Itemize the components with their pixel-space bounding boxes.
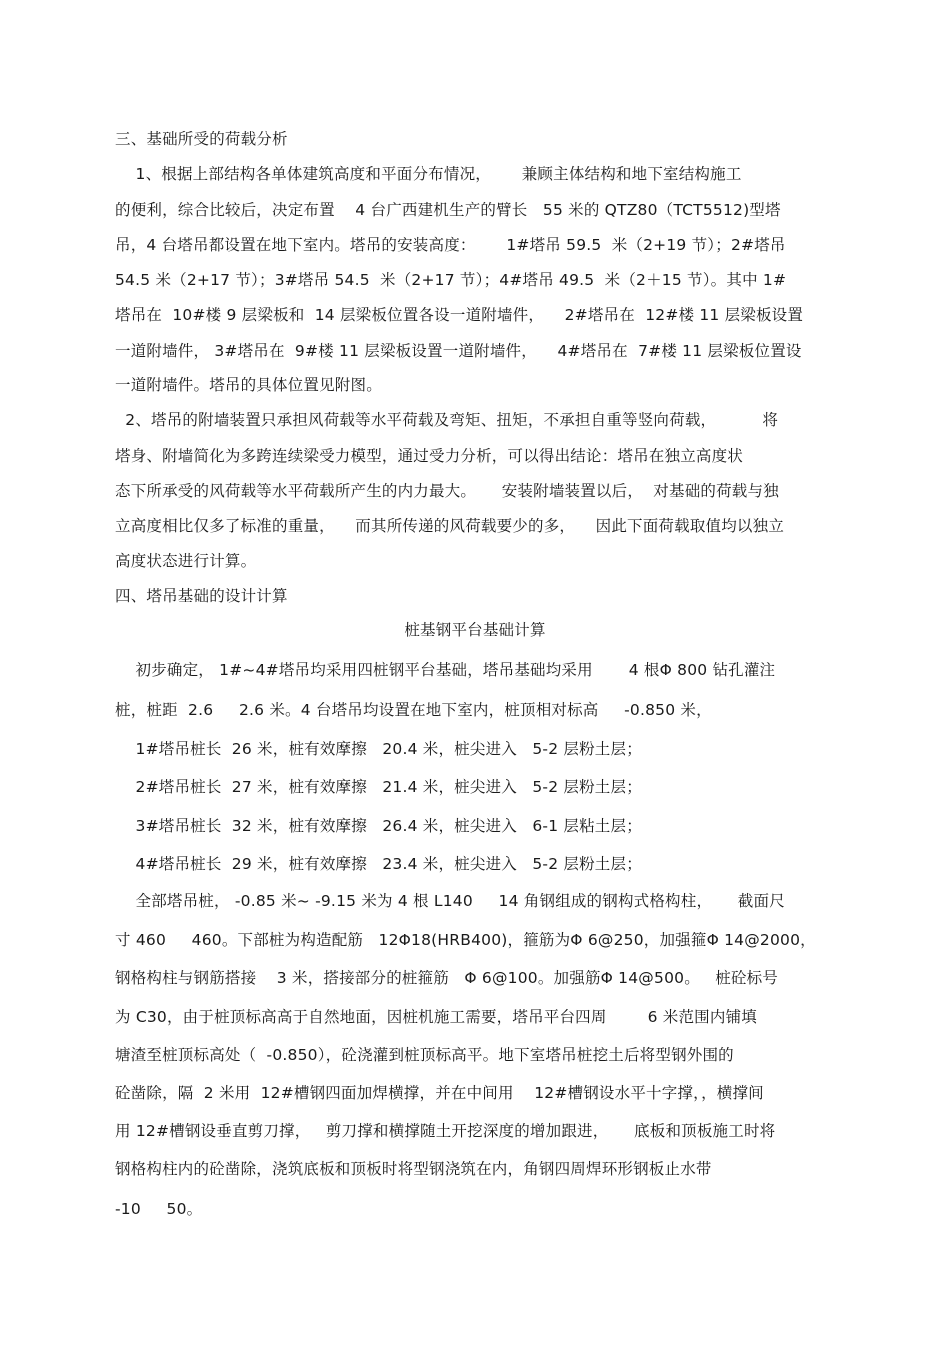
paragraph-line: 高度状态进行计算。: [115, 552, 257, 570]
paragraph-line: 态下所承受的风荷载等水平荷载所产生的内力最大。 安装附墙装置以后， 对基础的荷载与独: [115, 482, 779, 500]
paragraph-line: 砼凿除，隔 2 米用 12#槽钢四面加焊横撑，并在中间用 12#槽钢设水平十字撑，，横撑间: [115, 1084, 764, 1102]
paragraph-line: 一道附墙件， 3#塔吊在 9#楼 11 层梁板设置一道附墙件， 4#塔吊在 7#楼 11 层梁板位置设: [115, 342, 802, 360]
subsection-title: 桩基钢平台基础计算: [404, 621, 546, 639]
pile-line-4: 4#塔吊桩长 29 米，桩有效摩擦 23.4 米，桩尖进入 5-2 层粉土层；: [115, 855, 642, 873]
pile-line-3: 3#塔吊桩长 32 米，桩有效摩擦 26.4 米，桩尖进入 6-1 层粘土层；: [115, 817, 642, 835]
pile-line-1: 1#塔吊桩长 26 米，桩有效摩擦 20.4 米，桩尖进入 5-2 层粉土层；: [115, 740, 642, 758]
paragraph-line: 钢格构柱与钢筋搭接 3 米，搭接部分的桩箍筋 Φ 6@100。加强筋Φ 14@500。 桩砼标号: [115, 969, 779, 987]
pile-line-2: 2#塔吊桩长 27 米，桩有效摩擦 21.4 米，桩尖进入 5-2 层粉土层；: [115, 778, 642, 796]
paragraph-line: 塘渣至桩顶标高处（ -0.850），砼浇灌到桩顶标高平。地下室塔吊桩挖土后将型钢外围的: [115, 1046, 734, 1064]
paragraph-line: 54.5 米（2+17 节）；3#塔吊 54.5 米（2+17 节）；4#塔吊 49.5 米（2＋15 节）。其中 1#: [115, 271, 787, 289]
paragraph-line: 1、根据上部结构各单体建筑高度和平面分布情况， 兼顾主体结构和地下室结构施工: [115, 165, 742, 183]
section-heading-4: 四、塔吊基础的设计计算: [115, 587, 288, 605]
paragraph-line: 的便利，综合比较后，决定布置 4 台广西建机生产的臂长 55 米的 QTZ80（TCT5512)型塔: [115, 201, 781, 219]
paragraph-line: 2、塔吊的附墙装置只承担风荷载等水平荷载及弯矩、扭矩，不承担自重等竖向荷载， 将: [115, 411, 779, 429]
paragraph-line: 寸 460 460。下部桩为构造配筋 12Φ18(HRB400)，箍筋为Φ 6@250，加强箍Φ 14@2000，: [115, 931, 816, 949]
paragraph-line: -10 50。: [115, 1200, 203, 1218]
paragraph-line: 初步确定， 1#~4#塔吊均采用四桩钢平台基础，塔吊基础均采用 4 根Φ 800 钻孔灌注: [115, 661, 776, 679]
paragraph-line: 桩，桩距 2.6 2.6 米。4 台塔吊均设置在地下室内，桩顶相对标高 -0.850 米，: [115, 701, 712, 719]
paragraph-line: 立高度相比仅多了标准的重量， 而其所传递的风荷载要少的多， 因此下面荷载取值均以独立: [115, 517, 785, 535]
paragraph-line: 用 12#槽钢设垂直剪刀撑， 剪刀撑和横撑随土开挖深度的增加跟进， 底板和顶板施工时将: [115, 1122, 776, 1140]
paragraph-line: 为 C30，由于桩顶标高高于自然地面，因桩机施工需要，塔吊平台四周 6 米范围内铺填: [115, 1008, 757, 1026]
paragraph-line: 全部塔吊桩， -0.85 米~ -9.15 米为 4 根 L140 14 角钢组成的钢构式格构柱， 截面尺: [115, 892, 785, 910]
paragraph-line: 一道附墙件。塔吊的具体位置见附图。: [115, 376, 382, 394]
paragraph-line: 钢格构柱内的砼凿除，浇筑底板和顶板时将型钢浇筑在内，角钢四周焊环形钢板止水带: [115, 1160, 712, 1178]
section-heading-3: 三、基础所受的荷载分析: [115, 130, 288, 148]
paragraph-line: 塔身、附墙简化为多跨连续梁受力模型，通过受力分析，可以得出结论：塔吊在独立高度状: [115, 447, 744, 465]
paragraph-line: 塔吊在 10#楼 9 层梁板和 14 层梁板位置各设一道附墙件， 2#塔吊在 12#楼 11 层梁板设置: [115, 306, 804, 324]
paragraph-line: 吊，4 台塔吊都设置在地下室内。塔吊的安装高度： 1#塔吊 59.5 米（2+19 节）；2#塔吊: [115, 236, 786, 254]
